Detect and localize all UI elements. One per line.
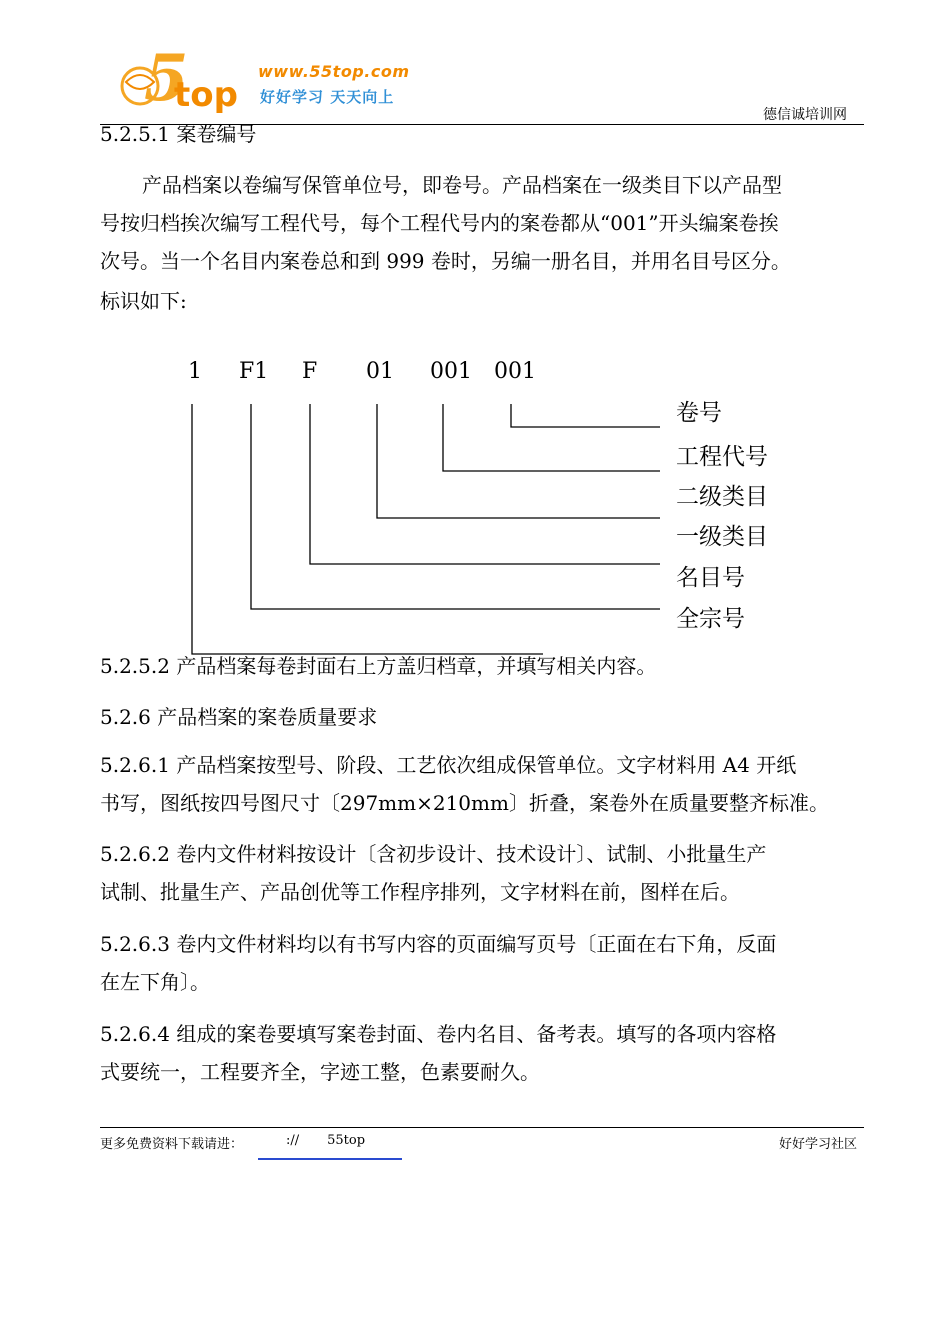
diagram-label: 卷号 — [676, 400, 722, 426]
code-segment: 001 — [494, 359, 536, 384]
diagram-label: 全宗号 — [676, 606, 745, 632]
footer-link-part: :// — [286, 1133, 300, 1148]
diagram-label: 名目号 — [676, 565, 745, 591]
connector-line — [251, 404, 660, 609]
code-segment: 001 — [430, 359, 472, 384]
logo-word: top — [174, 75, 238, 115]
paragraph-line: 5.2.6.1 产品档案按型号、阶段、工艺依次组成保管单位。文字材料用 A4 开纸 — [100, 753, 797, 777]
logo-slogan: 好好学习 天天向上 — [260, 88, 395, 106]
footer-download-text: 更多免费资料下载请进： — [100, 1137, 244, 1152]
footer-community-text: 好好学习社区 — [778, 1137, 857, 1152]
footer-download-link[interactable] — [258, 1133, 402, 1160]
logo-digit: 5 — [144, 41, 189, 116]
connector-line — [310, 404, 660, 564]
paragraph-line: 5.2.6.3 卷内文件材料均以有书写内容的页面编写页号〔正面在右下角，反面 — [100, 932, 777, 956]
paragraph-line: 5.2.5.2 产品档案每卷封面右上方盖归档章，并填写相关内容。 — [100, 654, 657, 678]
paragraph-line: 5.2.6.4 组成的案卷要填写案卷封面、卷内名目、备考表。填写的各项内容格 — [100, 1022, 777, 1046]
diagram-label: 一级类目 — [676, 524, 768, 550]
paragraph-line: 产品档案以卷编写保管单位号，即卷号。产品档案在一级类目下以产品型 — [142, 173, 782, 197]
logo-url: www.55top.com — [258, 62, 410, 81]
paragraph-line: 号按归档挨次编写工程代号，每个工程代号内的案卷都从“001”开头编案卷挨 — [100, 211, 779, 235]
section-title-526: 5.2.6 产品档案的案卷质量要求 — [100, 705, 378, 729]
connector-line — [511, 404, 660, 427]
code-segment: 1 — [188, 359, 202, 384]
paragraph-line: 5.2.6.2 卷内文件材料按设计〔含初步设计、技术设计〕、试制、小批量生产 — [100, 842, 767, 866]
paragraph-line: 式要统一，工程要齐全，字迹工整，色素要耐久。 — [100, 1060, 540, 1084]
footer-link-part: 55top — [327, 1133, 366, 1148]
paragraph-line: 试制、批量生产、产品创优等工作程序排列，文字材料在前，图样在后。 — [100, 880, 740, 904]
code-segment: 01 — [366, 359, 394, 384]
paragraph-line: 书写，图纸按四号图尺寸〔297mm×210mm〕折叠，案卷外在质量要整齐标准。 — [100, 791, 829, 815]
code-segment: F1 — [239, 359, 269, 384]
section-title-5251: 5.2.5.1 案卷编号 — [100, 122, 257, 146]
paragraph-line: 标识如下: — [100, 289, 187, 313]
diagram-label: 二级类目 — [676, 484, 768, 510]
paragraph-line: 次号。当一个名目内案卷总和到 999 卷时，另编一册名目，并用名目号区分。 — [100, 249, 791, 273]
header-site-name: 德信诚培训网 — [763, 107, 847, 123]
diagram-label: 工程代号 — [676, 444, 768, 470]
connector-line — [377, 404, 660, 518]
code-segment: F — [302, 359, 318, 384]
paragraph-line: 在左下角〕。 — [100, 970, 210, 994]
connector-line — [192, 404, 543, 654]
footer-divider — [100, 1127, 864, 1128]
connector-line — [443, 404, 660, 471]
